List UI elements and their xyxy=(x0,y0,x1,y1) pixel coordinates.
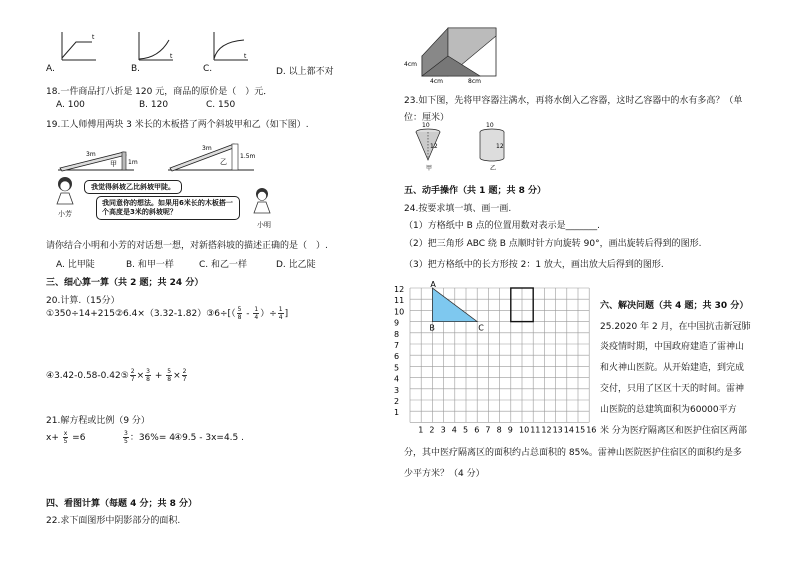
grid-y-label: 6 xyxy=(394,352,400,362)
cylinder-name: 乙 xyxy=(490,165,497,172)
point-b-label: B xyxy=(429,323,435,333)
q25-line-4: 交付，只用了区区十天的时间。雷神 xyxy=(600,384,745,394)
grid-y-label: 10 xyxy=(394,307,405,317)
q19-option-c: C. 和乙一样 xyxy=(199,260,248,270)
q20-expr-4: ④3.42-0.58-0.42 xyxy=(46,371,121,381)
q19-option-b: B. 和甲一样 xyxy=(126,260,174,270)
cone-top-label: 10 xyxy=(422,122,430,129)
q24-part-3: （3）把方格纸中的长方形按 2：1 放大，画出放大后得到的图形. xyxy=(404,260,664,270)
grid-y-label: 9 xyxy=(394,318,400,328)
cone-name: 甲 xyxy=(426,165,433,172)
xiaoming-figure xyxy=(248,186,276,214)
grid-x-label: 10 xyxy=(519,425,530,435)
q20-expr-1: ①350÷14+215 xyxy=(46,309,115,319)
grid-x-label: 15 xyxy=(575,425,586,435)
ramp-jia-name: 甲 xyxy=(110,160,117,168)
section-5-title: 五、动手操作（共 1 题；共 8 分） xyxy=(404,186,547,196)
ramp-yi-length: 3m xyxy=(202,145,212,152)
grid-y-label: 5 xyxy=(394,363,400,373)
fig-label-4cm-side: 4cm xyxy=(404,61,417,68)
q20-expr-3: ③6÷[（ $\frac{5}{8}$ - $\frac{1}{4}$ ）÷ $\frac{1}{4}$ ] xyxy=(206,306,289,321)
grid-x-label: 4 xyxy=(451,425,457,435)
q21-equation-1: x+ $\frac{x}{5}$ =6 xyxy=(46,430,86,445)
q20-row2 xyxy=(46,368,188,383)
q20-expr-5: ⑤ $\frac{2}{7}$ × $\frac{3}{8}$ + $\frac{5}{8}$ × $\frac{2}{7}$ xyxy=(120,368,187,383)
fig-label-8cm: 8cm xyxy=(468,78,481,85)
point-c-label: C xyxy=(478,323,484,333)
q19-option-a: A. 比甲陡 xyxy=(56,260,95,270)
grid-x-label: 3 xyxy=(440,425,446,435)
grid-x-label: 11 xyxy=(530,425,541,435)
q21-equation-2: $\frac{3}{5}$ ：36%= 4 xyxy=(124,430,175,445)
grid-y-label: 3 xyxy=(394,385,400,395)
name-xiaofang: 小芳 xyxy=(58,210,72,218)
q17-graph-a xyxy=(58,30,98,62)
q19-prompt: 请你结合小明和小芳的对话想一想，对新搭斜坡的描述正确的是（ ）. xyxy=(46,241,328,251)
section-3-title: 三、细心算一算（共 2 题；共 24 分） xyxy=(46,278,204,288)
q19-question: 19.工人师傅用两块 3 米长的木板搭了两个斜坡甲和乙（如下图）. xyxy=(46,120,309,130)
cylinder-height-label: 12 xyxy=(496,143,504,150)
grid-y-label: 2 xyxy=(394,397,400,406)
grid-y-label: 11 xyxy=(394,296,405,306)
q24-question: 24.按要求填一填、画一画. xyxy=(404,204,512,214)
q19-ramp-jia xyxy=(58,138,138,174)
grid-y-label: 12 xyxy=(394,285,405,294)
grid-x-label: 16 xyxy=(586,425,597,435)
grid-x-label: 7 xyxy=(485,425,491,435)
q22-shaded-figure xyxy=(404,26,508,85)
q23-question: 23.如下图，先将甲容器注满水，再将水倒入乙容器，这时乙容器中的水有多高？（单 xyxy=(404,96,743,106)
q19-option-d: D. 比乙陡 xyxy=(276,260,316,270)
ramp-yi-height: 1.5m xyxy=(240,153,256,160)
name-xiaoming: 小明 xyxy=(257,221,271,229)
q24-grid xyxy=(394,280,597,435)
q17-option-c: C. xyxy=(203,64,213,74)
grid-x-label: 6 xyxy=(474,425,480,435)
bubble-xiaofang: 我觉得斜坡乙比斜坡甲陡。 xyxy=(84,180,182,194)
xiaofang-figure xyxy=(52,176,80,206)
section-4-title: 四、看图计算（每题 4 分；共 8 分） xyxy=(46,499,198,509)
axis-t-label: t xyxy=(170,53,173,60)
fig-label-4cm-bottom: 4cm xyxy=(430,78,443,85)
q20-expr-2: ②6.4×（3.32-1.82） xyxy=(114,309,207,319)
q25-line-5: 山医院的总建筑面积为60000平方 xyxy=(600,405,737,415)
q23-cone xyxy=(410,124,450,172)
q17-option-a: A. xyxy=(46,64,55,74)
q25-line-3: 和火神山医院。从开始建造，到完成 xyxy=(600,363,745,373)
q24-part-2: （2）把三角形 ABC 绕 B 点顺时针方向旋转 90°，画出旋转后得到的图形. xyxy=(404,239,702,249)
q25-line-6: 米 分为医疗隔离区和医护住宿区两部 xyxy=(600,426,747,436)
grid-x-label: 1 xyxy=(418,425,424,435)
grid-y-label: 4 xyxy=(394,374,400,384)
grid-x-label: 13 xyxy=(552,425,563,435)
q19-ramp-yi xyxy=(168,136,258,174)
q25-line-1: 25.2020 年 2 月，在中国抗击新冠肺 xyxy=(600,322,751,332)
q17-option-b: B. xyxy=(131,64,141,74)
q17-graph-b xyxy=(135,30,175,62)
q25-line-8: 少平方米？（4 分） xyxy=(404,469,485,479)
grid-x-label: 5 xyxy=(463,425,469,435)
grid-x-label: 9 xyxy=(507,425,513,435)
q22-question: 22.求下面图形中阴影部分的面积. xyxy=(46,516,181,526)
point-a-label: A xyxy=(430,280,436,289)
axis-t-label: t xyxy=(244,53,247,60)
grid-y-label: 7 xyxy=(394,341,400,350)
q23-cylinder xyxy=(474,124,514,172)
q21-title: 21.解方程或比例（9 分） xyxy=(46,416,150,426)
q24-part-1: （1）方格纸中 B 点的位置用数对表示是_______. xyxy=(404,221,600,231)
q17-graph-c xyxy=(210,30,250,62)
q25-line-2: 炎疫情时期，中国政府建造了雷神山 xyxy=(600,342,745,352)
grid-x-label: 12 xyxy=(541,425,552,435)
ramp-jia-length: 3m xyxy=(86,151,96,158)
grid-y-label: 1 xyxy=(394,408,400,418)
q18-question: 18.一件商品打八折是 120 元，商品的原价是（ ）元． xyxy=(46,87,273,97)
q18-option-c: C. 150 xyxy=(206,100,236,110)
grid-x-label: 8 xyxy=(496,425,502,435)
q20-title: 20.计算.（15分） xyxy=(46,296,120,306)
grid-y-label: 8 xyxy=(394,329,400,339)
grid-x-label: 14 xyxy=(563,425,574,435)
q25-line-7: 分，其中医疗隔离区的面积约占总面积的 85%。雷神山医院医护住宿区的面积约是多 xyxy=(404,448,742,458)
cylinder-top-label: 10 xyxy=(486,122,494,129)
bubble-xiaoming: 我同意你的想法。如果用6米长的木板搭一个高度是3米的斜坡呢？ xyxy=(96,196,240,220)
axis-t-label: t xyxy=(92,34,95,41)
ramp-jia-height: 1m xyxy=(128,159,138,166)
q20-row1 xyxy=(46,306,288,321)
q23-question-cont: 位：厘米） xyxy=(404,113,450,123)
q18-option-b: B. 120 xyxy=(139,100,169,110)
section-6-title: 六、解决问题（共 4 题；共 30 分） xyxy=(600,301,749,311)
q17-option-d: D. 以上都不对 xyxy=(276,67,334,77)
grid-x-label: 2 xyxy=(429,425,435,435)
q21-equation-3: ④9.5 - 3x=4.5 . xyxy=(174,433,244,443)
ramp-yi-name: 乙 xyxy=(220,158,227,166)
cone-height-label: 12 xyxy=(430,143,438,150)
q18-option-a: A. 100 xyxy=(56,100,85,110)
